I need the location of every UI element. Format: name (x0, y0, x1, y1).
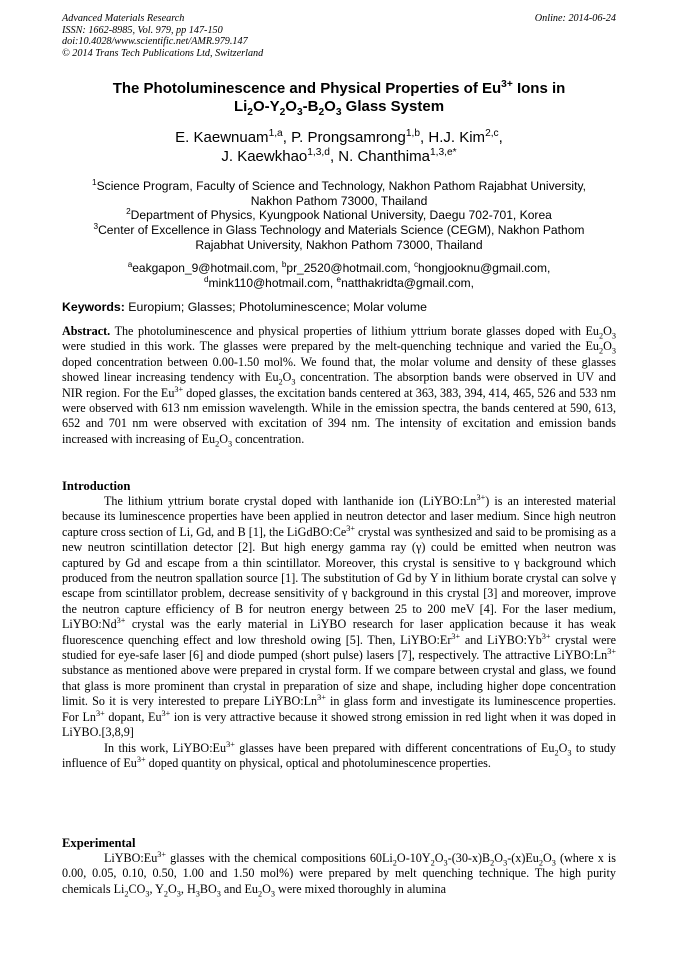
email-d[interactable]: mink110@hotmail.com, (208, 275, 337, 290)
affiliations (62, 179, 616, 253)
keywords-text: Europium; Glasses; Photoluminescence; Molar volume (124, 300, 427, 314)
affiliation-3-cont: Rajabhat University, Nakhon Pathom 73000, Thailand (195, 237, 483, 252)
keywords (62, 300, 616, 315)
journal-name: Advanced Materials Research (62, 13, 185, 24)
intro-paragraph-1: The lithium yttrium borate crystal doped with lanthanide ion $(LiYBO:Ln^{3+})$ is an interested material because its luminescence properties have been applied in neutron detector and laser medium. Since high neutron capture cross section of Li, Gd, and B [1], the $LiGdBO:Ce^{3+}$ crystal was synthesized and said to be promising as a new neutron scintillation detector [2]. But high energy gamma ray (γ) could be emitted when neutron was captured by Gd and escape from a thin scintillator. Moreover, this crystal is sensitive to γ background which produced from the neutron spallation source [1]. The substitution of Gd by Y in lithium borate crystal can solve γ escape from scintillator problem, decrease sensitivity of γ background in this crystal [3] and moreover, improve the neutron capture efficiency of B for neutron energy between 25 to 200 meV [4]. For the laser medium, $LiYBO:Nd^{3+}$ crystal was the early material in LiYBO research for laser application because it has weak fluorescence quenching effect and low threshold owing [5]. Then, $LiYBO:Er^{3+}$ and $LiYBO:Yb^{3+}$ crystal were studied for eye-safe laser [6] and diode pumped (short pulse) lasers [7], respectively. The attractive $LiYBO:Ln^{3+}$ substance as mentioned above were prepared in crystal form. If we compare between crystal and glass, we found that glass is more prominent than crystal in preparation of size and shape, including higher dope concentration limit. So it is very interested to prepare $LiYBO:Ln^{3+}$ in glass form and investigate its luminescence properties. For $Ln^{3+}$ dopant, $Eu^{3+}$ ion is very attractive because it showed strong emission in red light when it was doped in LiYBO.[3,8,9] (62, 492, 616, 740)
experimental-paragraph-1: $LiYBO:Eu^{3+}$ glasses with the chemical compositions $60Li_2O-10Y_2O_3-(30-x)B_2O_3-(x)Eu_2O_3$ (where x is 0.00, 0.05, 0.10, 0.50, 1.00 and 1.50 mol%) were prepared by melt quenching technique. The high purity chemicals $Li_2CO_3$, $Y_2O_3$, $H_3BO_3$ and $Eu_2O_3$ were mixed thoroughly in alumina (62, 849, 616, 899)
page-header (62, 13, 616, 59)
author-list (62, 128, 616, 166)
journal-issn: ISSN: 1662-8985, Vol. 979, pp 147-150 (62, 24, 223, 36)
email-a[interactable]: eakgapon_9@hotmail.com, (132, 261, 282, 275)
abstract-label: Abstract. (62, 324, 111, 338)
email-b[interactable]: pr_2520@hotmail.com, (286, 261, 414, 275)
experimental-heading: Experimental (62, 836, 136, 850)
author-line-2: J. Kaewkhao$^{1,3,d}$, N. Chanthima$^{1,3,e*}$ (221, 147, 457, 165)
online-date: Online: 2014-06-24 (534, 13, 616, 24)
title-line-1: The Photoluminescence and Physical Properties of $Eu^{3+}$ Ions in (112, 79, 566, 97)
copyright-notice: © 2014 Trans Tech Publications Ltd, Switzerland (62, 47, 264, 59)
introduction-heading: Introduction (62, 479, 131, 493)
affiliation-2: $^2$Department of Physics, Kyungpook National University, Daegu 702-701, Korea (126, 207, 552, 223)
intro-paragraph-2: In this work, $LiYBO:Eu^{3+}$ glasses have been prepared with different concentrations of $Eu_2O_3$ to study influence of $Eu^{3+}$ doped quantity on physical, optical and photoluminescence properties. (62, 739, 617, 770)
author-emails (62, 261, 616, 290)
introduction-body (62, 494, 616, 771)
abstract (62, 324, 616, 447)
affiliation-1: $^1$Science Program, Faculty of Science and Technology, Nakhon Pathom Rajabhat University, (92, 177, 586, 193)
keywords-label: Keywords: (62, 300, 125, 314)
email-line-2: $^d$mink110@hotmail.com, $^e$natthakridta@gmail.com, (203, 274, 474, 290)
affiliation-1-cont: Nakhon Pathom 73000, Thailand (250, 193, 428, 208)
author-line-1: E. Kaewnuam$^{1,a}$, P. Prongsamrong$^{1,b}$, H.J. Kim$^{2,c}$, (175, 128, 503, 146)
affiliation-3: $^3$Center of Excellence in Glass Technology and Materials Science (CEGM), Nakhon Pathom (93, 222, 585, 238)
abstract-paragraph: Abstract. The photoluminescence and physical properties of lithium yttrium borate glasses doped with $Eu_2O_3$ were studied in this work. The glasses were prepared by the melt-quenching technique and varied the $Eu_2O_3$ doped concentration between 0.00-1.50 mol%. We found that, the molar volume and density of these glasses showed linear increasing tendency with $Eu_2O_3$ concentration. The absorption bands were observed in UV and NIR region. For the $Eu^{3+}$ doped glasses, the excitation bands centered at 363, 383, 394, 414, 465, 526 and 533 nm were observed with 613 nm emission wavelength. While in the emission spectra, the bands centered at 590, 613, 652 and 701 nm were observed with excitation of 394 nm. The intensity of excitation and emission bands increased with increasing of $Eu_2O_3$ concentration. (62, 324, 616, 449)
title-line-2: $Li_2O-Y_2O_3-B_2O_3$ Glass System (233, 98, 445, 118)
experimental-body (62, 851, 616, 897)
email-line-1: $^a$eakgapon_9@hotmail.com, $^b$pr_2520@hotmail.com, $^c$hongjooknu@gmail.com, (127, 260, 551, 275)
article-doi: doi:10.4028/www.scientific.net/AMR.979.147 (62, 36, 248, 48)
paper-title (62, 80, 616, 116)
email-e[interactable]: natthakridta@gmail.com, (341, 275, 474, 290)
email-c[interactable]: hongjooknu@gmail.com, (418, 261, 551, 275)
